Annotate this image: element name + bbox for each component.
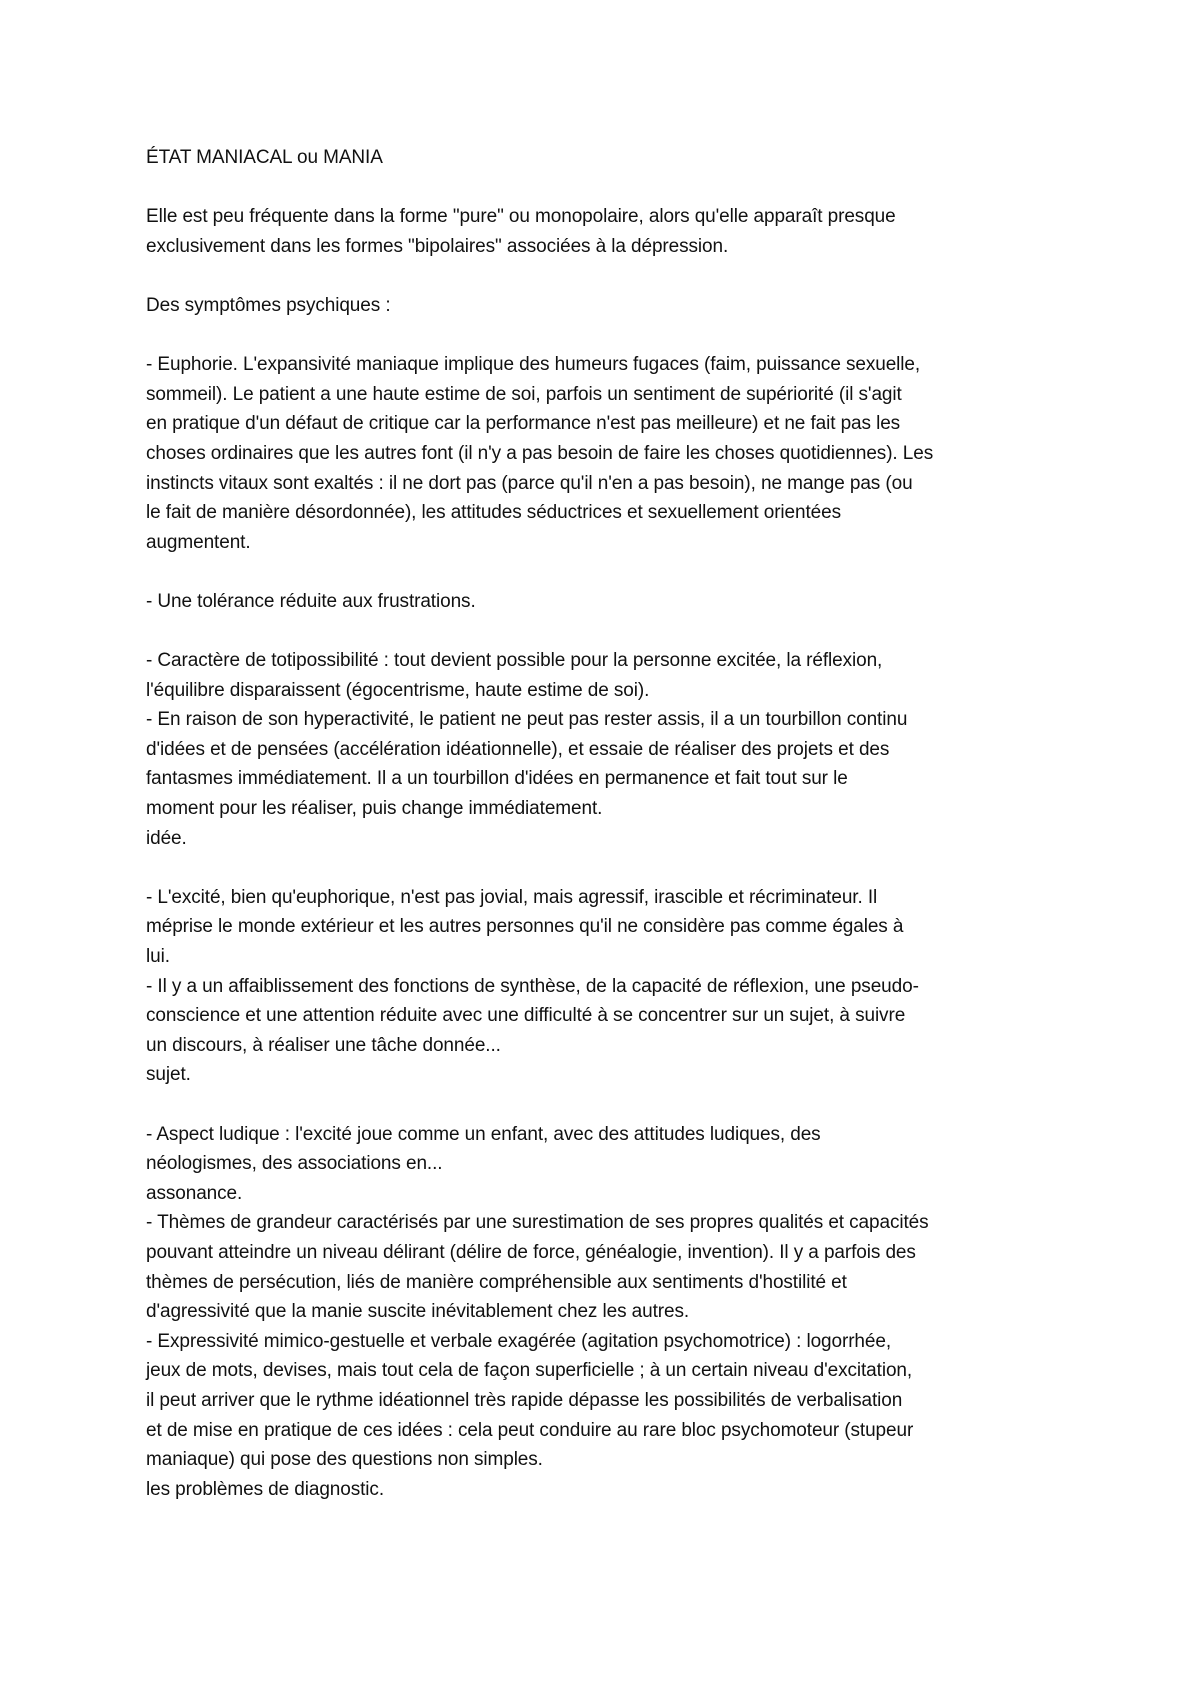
- ludique-line-9: jeux de mots, devises, mais tout cela de façon superficielle ; à un certain niveau d'excitation,: [146, 1360, 913, 1382]
- excite-line-1: - L'excité, bien qu'euphorique, n'est pas jovial, mais agressif, irascible et récriminateur. Il: [146, 886, 878, 908]
- ludique-line-6: thèmes de persécution, liés de manière compréhensible aux sentiments d'hostilité et: [146, 1271, 847, 1293]
- intro-line-1: Elle est peu fréquente dans la forme "pure" ou monopolaire, alors qu'elle apparaît presque: [146, 206, 896, 228]
- euphorie-line-3: en pratique d'un défaut de critique car la performance n'est pas meilleure) et ne fait pas les: [146, 413, 901, 435]
- excite-line-2: méprise le monde extérieur et les autres personnes qu'il ne considère pas comme égales à: [146, 916, 904, 938]
- tolerance-paragraph: [146, 587, 1066, 617]
- blank-line: [146, 173, 1066, 203]
- ludique-line-5: pouvant atteindre un niveau délirant (délire de force, généalogie, invention). Il y a parfois des: [146, 1241, 916, 1263]
- section-heading: Des symptômes psychiques :: [146, 294, 391, 316]
- euphorie-line-6: le fait de manière désordonnée), les attitudes séductrices et sexuellement orientées: [146, 502, 841, 524]
- ludique-line-2: néologismes, des associations en...: [146, 1153, 443, 1175]
- totipossibilite-line-3: - En raison de son hyperactivité, le patient ne peut pas rester assis, il a un tourbillon continu: [146, 709, 908, 731]
- totipossibilite-line-6: moment pour les réaliser, puis change immédiatement.: [146, 798, 603, 820]
- ludique-line-8: - Expressivité mimico-gestuelle et verbale exagérée (agitation psychomotrice) : logorrhée,: [146, 1330, 892, 1352]
- ludique-paragraph: [146, 1120, 1066, 1505]
- blank-line: [146, 1090, 1066, 1120]
- totipossibilite-line-5: fantasmes immédiatement. Il a un tourbillon d'idées en permanence et fait tout sur le: [146, 768, 848, 790]
- blank-line: [146, 617, 1066, 647]
- ludique-line-4: - Thèmes de grandeur caractérisés par une surestimation de ses propres qualités et capacités: [146, 1212, 929, 1234]
- ludique-line-11: et de mise en pratique de ces idées : cela peut conduire au rare bloc psychomoteur (stupeur: [146, 1419, 914, 1441]
- document-title: ÉTAT MANIACAL ou MANIA: [146, 147, 383, 168]
- euphorie-line-7: augmentent.: [146, 531, 251, 553]
- ludique-line-10: il peut arriver que le rythme idéationnel très rapide dépasse les possibilités de verbalisation: [146, 1389, 903, 1411]
- totipossibilite-line-2: l'équilibre disparaissent (égocentrisme, haute estime de soi).: [146, 679, 650, 701]
- ludique-line-7: d'agressivité que la manie suscite inévitablement chez les autres.: [146, 1301, 690, 1323]
- blank-line: [146, 557, 1066, 587]
- excite-paragraph: [146, 883, 1066, 1090]
- totipossibilite-line-7: idée.: [146, 827, 187, 849]
- totipossibilite-line-4: d'idées et de pensées (accélération idéationnelle), et essaie de réaliser des projets et des: [146, 738, 890, 760]
- euphorie-line-4: choses ordinaires que les autres font (il n'y a pas besoin de faire les choses quotidiennes). Les: [146, 442, 934, 464]
- ludique-line-12: maniaque) qui pose des questions non simples.: [146, 1449, 543, 1471]
- tolerance-line-1: - Une tolérance réduite aux frustrations.: [146, 590, 476, 612]
- euphorie-paragraph: [146, 350, 1066, 557]
- excite-line-5: conscience et une attention réduite avec une difficulté à se concentrer sur un sujet, à suivre: [146, 1005, 906, 1027]
- blank-line: [146, 321, 1066, 351]
- ludique-line-13: les problèmes de diagnostic.: [146, 1478, 385, 1500]
- ludique-line-1: - Aspect ludique : l'excité joue comme un enfant, avec des attitudes ludiques, des: [146, 1123, 821, 1145]
- excite-line-3: lui.: [146, 946, 170, 968]
- blank-line: [146, 261, 1066, 291]
- intro-paragraph: [146, 202, 1066, 261]
- excite-line-6: un discours, à réaliser une tâche donnée...: [146, 1034, 501, 1056]
- ludique-line-3: assonance.: [146, 1182, 243, 1204]
- intro-line-2: exclusivement dans les formes "bipolaires" associées à la dépression.: [146, 235, 729, 257]
- euphorie-line-2: sommeil). Le patient a une haute estime de soi, parfois un sentiment de supériorité (il s'agit: [146, 383, 902, 405]
- blank-line: [146, 853, 1066, 883]
- totipossibilite-line-1: - Caractère de totipossibilité : tout devient possible pour la personne excitée, la réflexion,: [146, 650, 883, 672]
- euphorie-line-1: - Euphorie. L'expansivité maniaque implique des humeurs fugaces (faim, puissance sexuelle,: [146, 354, 921, 376]
- euphorie-line-5: instincts vitaux sont exaltés : il ne dort pas (parce qu'il n'en a pas besoin), ne mange pas (ou: [146, 472, 913, 494]
- document-body: [146, 143, 1066, 1504]
- totipossibilite-paragraph: [146, 646, 1066, 853]
- excite-line-7: sujet.: [146, 1064, 191, 1086]
- excite-line-4: - Il y a un affaiblissement des fonctions de synthèse, de la capacité de réflexion, une pseudo-: [146, 975, 919, 997]
